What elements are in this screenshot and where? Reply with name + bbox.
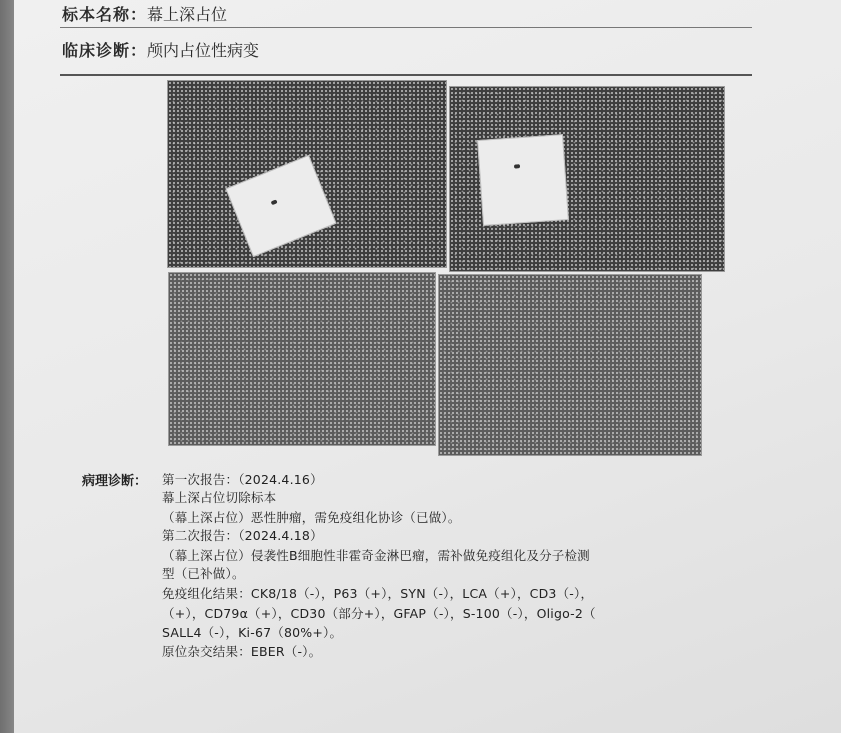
report-line: 原位杂交结果：EBER（-）。 <box>162 644 322 659</box>
header-divider-top <box>60 27 752 28</box>
report-line: 幕上深占位切除标本 <box>162 490 277 505</box>
specimen-tissue <box>477 134 569 226</box>
specimen-name-field <box>62 2 227 25</box>
report-line: 型（已补做）。 <box>162 566 245 581</box>
report-line: （+），CD79α（+），CD30（部分+），GFAP（-），S-100（-），Oligo-2（ <box>162 606 596 621</box>
report-line: 第一次报告：（2024.4.16） <box>162 472 323 487</box>
gross-specimen-image-1 <box>167 80 447 268</box>
specimen-name-label: 标本名称： <box>62 5 148 24</box>
clinical-diagnosis-value: 颅内占位性病变 <box>147 41 260 60</box>
report-line: 免疫组化结果：CK8/18（-），P63（+），SYN（-），LCA（+），CD3（-）， <box>162 586 594 601</box>
micrograph-image-1 <box>168 272 436 446</box>
gross-specimen-image-2 <box>449 86 725 272</box>
specimen-tissue <box>225 155 336 257</box>
micrograph-image-2 <box>438 274 702 456</box>
specimen-name-value: 幕上深占位 <box>147 5 228 24</box>
report-line: （幕上深占位）侵袭性B细胞性非霍奇金淋巴瘤，需补做免疫组化及分子检测 <box>162 548 590 563</box>
clinical-diagnosis-label: 临床诊断： <box>62 41 148 60</box>
clinical-diagnosis-field <box>62 38 259 61</box>
header-divider <box>60 74 752 76</box>
report-line: （幕上深占位）恶性肿瘤，需免疫组化协诊（已做）。 <box>162 510 461 525</box>
pathology-diagnosis-label: 病理诊断： <box>82 474 148 489</box>
report-line: SALL4（-），Ki-67（80%+）。 <box>162 625 343 640</box>
report-line: 第二次报告：（2024.4.18） <box>162 528 323 543</box>
